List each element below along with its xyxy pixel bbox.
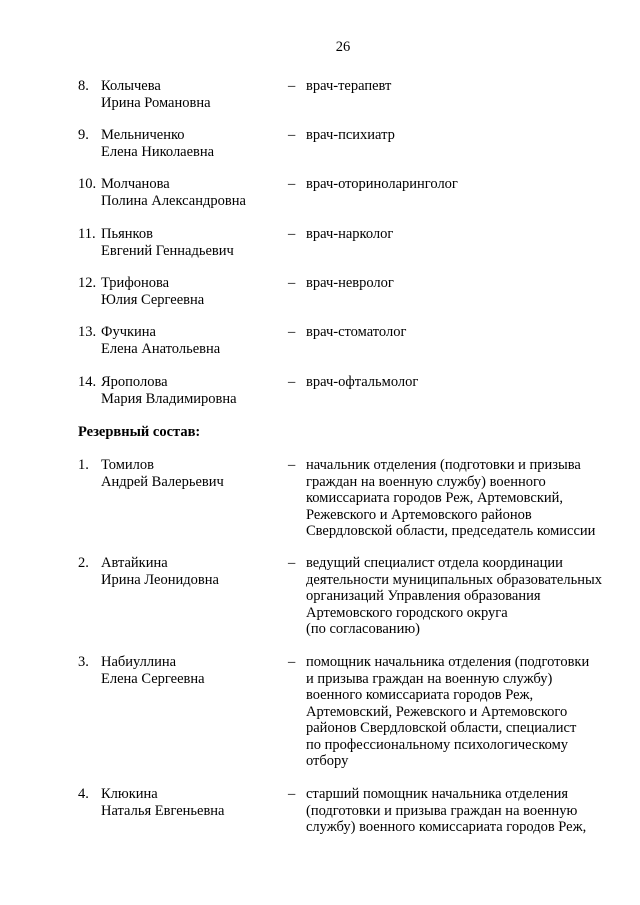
member-role xyxy=(306,275,626,292)
dash-separator: – xyxy=(288,275,296,291)
member-given-names: Елена Сергеевна xyxy=(101,670,205,687)
role-line: врач-оториноларинголог xyxy=(306,176,458,192)
member-role xyxy=(306,555,626,638)
role-line: ведущий специалист отдела координации xyxy=(306,555,563,571)
member-role xyxy=(306,176,626,193)
role-line: врач-нарколог xyxy=(306,226,394,242)
role-line: врач-терапевт xyxy=(306,78,392,94)
role-line: граждан на военную службу) военного xyxy=(306,473,546,490)
role-line: Артемовского городского округа xyxy=(306,604,508,621)
role-line: военного комиссариата городов Реж, xyxy=(306,687,534,703)
member-given-names: Мария Владимировна xyxy=(101,390,237,407)
member-surname: Ярополова xyxy=(101,374,168,390)
dash-separator: – xyxy=(288,457,296,473)
role-line: (подготовки и призыва граждан на военную xyxy=(306,802,578,819)
member-given-names: Елена Николаевна xyxy=(101,143,215,160)
member-name xyxy=(101,374,301,407)
role-line: службу) военного комиссариата городов Реж, xyxy=(306,819,587,835)
role-line: отбору xyxy=(306,753,349,769)
member-role xyxy=(306,374,626,391)
member-number: 14. xyxy=(78,374,97,390)
page-number: 26 xyxy=(335,39,351,55)
member-given-names: Ирина Леонидовна xyxy=(101,571,219,588)
role-line: районов Свердловской области, специалист xyxy=(306,720,577,736)
member-role xyxy=(306,226,626,243)
role-line: старший помощник начальника отделения xyxy=(306,786,569,802)
role-line: начальник отделения (подготовки и призыва xyxy=(306,457,581,473)
member-surname: Мельниченко xyxy=(101,127,185,143)
role-line: помощник начальника отделения (подготовки xyxy=(306,654,590,670)
dash-separator: – xyxy=(288,786,296,802)
reserve-section-title: Резервный состав: xyxy=(78,424,201,440)
dash-separator: – xyxy=(288,324,296,340)
member-name xyxy=(101,176,301,209)
member-surname: Пьянков xyxy=(101,226,153,242)
member-number: 11. xyxy=(78,226,96,242)
member-surname: Набиуллина xyxy=(101,654,177,670)
member-surname: Трифонова xyxy=(101,275,170,291)
dash-separator: – xyxy=(288,226,296,242)
role-line: Свердловской области, председатель комиссии xyxy=(306,523,596,539)
member-given-names: Евгений Геннадьевич xyxy=(101,242,234,259)
member-role xyxy=(306,786,626,836)
member-number: 12. xyxy=(78,275,97,291)
member-surname: Автайкина xyxy=(101,555,168,571)
member-role xyxy=(306,127,626,144)
member-role xyxy=(306,457,626,540)
member-surname: Молчанова xyxy=(101,176,170,192)
member-number: 2. xyxy=(78,555,89,571)
member-surname: Фучкина xyxy=(101,324,156,340)
member-given-names: Юлия Сергеевна xyxy=(101,291,205,308)
role-line: врач-офтальмолог xyxy=(306,374,419,390)
role-line: организаций Управления образования xyxy=(306,588,541,604)
member-number: 8. xyxy=(78,78,89,94)
dash-separator: – xyxy=(288,78,296,94)
role-line: деятельности муниципальных образовательных xyxy=(306,571,602,588)
role-line: врач-стоматолог xyxy=(306,324,407,340)
role-line: врач-психиатр xyxy=(306,127,395,143)
dash-separator: – xyxy=(288,654,296,670)
role-line: врач-невролог xyxy=(306,275,394,291)
member-name xyxy=(101,226,301,259)
member-name xyxy=(101,457,301,490)
dash-separator: – xyxy=(288,127,296,143)
member-given-names: Наталья Евгеньевна xyxy=(101,802,225,819)
role-line: по профессиональному психологическому xyxy=(306,736,569,753)
member-name xyxy=(101,127,301,160)
member-given-names: Андрей Валерьевич xyxy=(101,473,224,490)
role-line: Артемовский, Режевского и Артемовского xyxy=(306,703,568,720)
dash-separator: – xyxy=(288,374,296,390)
role-line: комиссариата городов Реж, Артемовский, xyxy=(306,490,564,506)
member-number: 4. xyxy=(78,786,89,802)
member-number: 3. xyxy=(78,654,89,670)
member-given-names: Ирина Романовна xyxy=(101,94,211,111)
member-given-names: Елена Анатольевна xyxy=(101,340,221,357)
dash-separator: – xyxy=(288,555,296,571)
member-surname: Колычева xyxy=(101,78,161,94)
member-name xyxy=(101,555,301,588)
member-number: 1. xyxy=(78,457,89,473)
member-number: 10. xyxy=(78,176,97,192)
role-line: и призыва граждан на военную службу) xyxy=(306,670,553,687)
role-line: (по согласованию) xyxy=(306,621,420,637)
member-name xyxy=(101,324,301,357)
member-role xyxy=(306,324,626,341)
member-name xyxy=(101,654,301,687)
role-line: Режевского и Артемовского районов xyxy=(306,506,532,523)
member-name xyxy=(101,78,301,111)
member-given-names: Полина Александровна xyxy=(101,192,246,209)
dash-separator: – xyxy=(288,176,296,192)
member-number: 9. xyxy=(78,127,89,143)
member-name xyxy=(101,275,301,308)
member-role xyxy=(306,78,626,95)
member-name xyxy=(101,786,301,819)
member-role xyxy=(306,654,626,770)
member-number: 13. xyxy=(78,324,97,340)
member-surname: Клюкина xyxy=(101,786,158,802)
member-surname: Томилов xyxy=(101,457,155,473)
